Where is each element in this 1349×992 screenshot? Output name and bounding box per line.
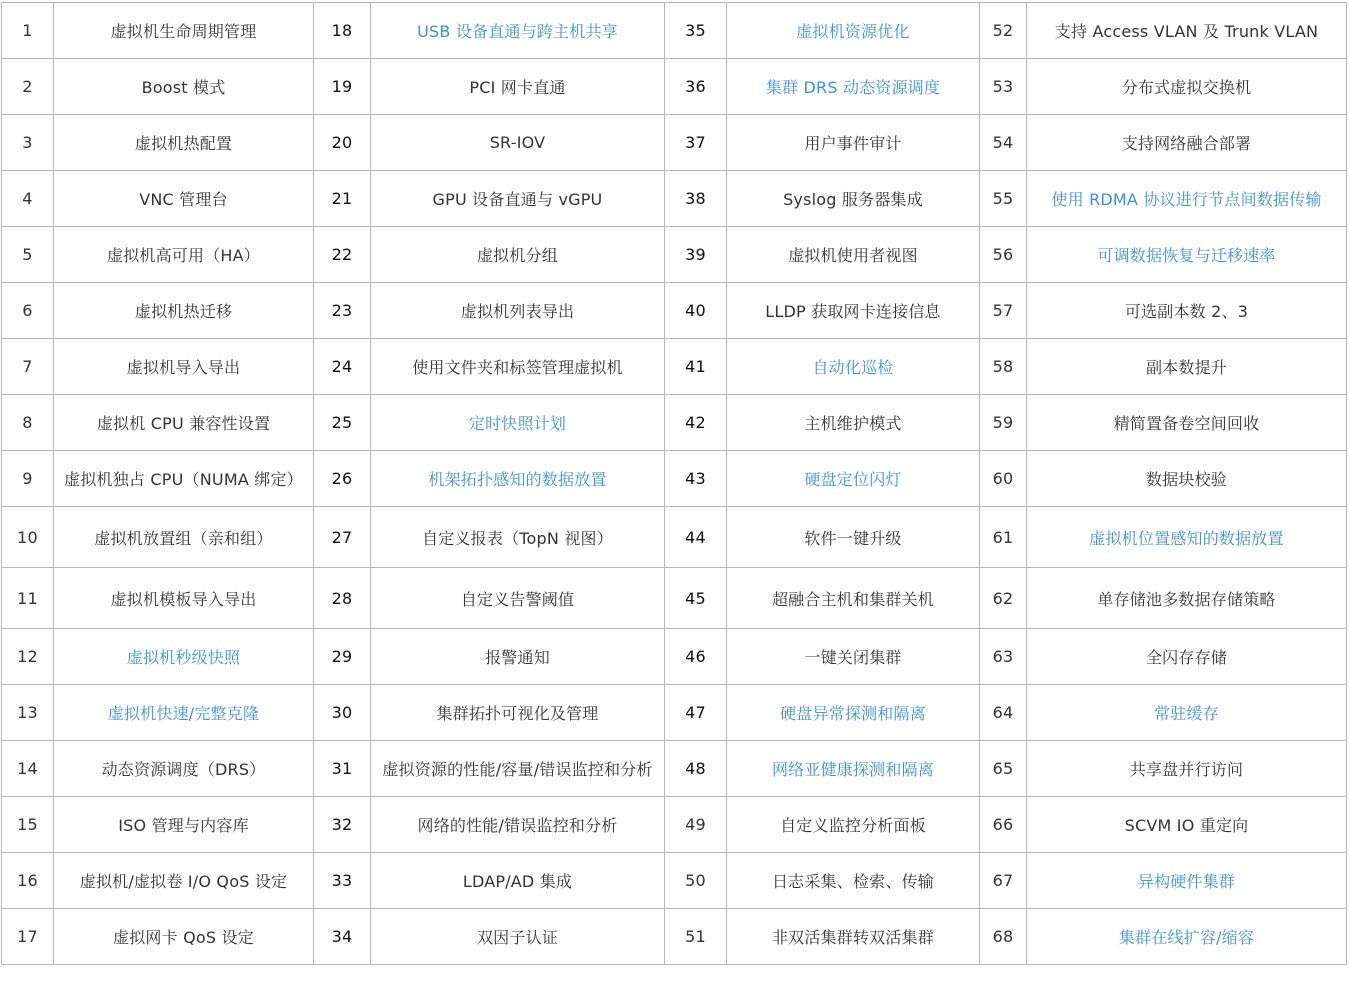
feature-name: LDAP/AD 集成 (371, 853, 665, 909)
feature-number: 12 (2, 629, 54, 685)
feature-name: 虚拟机/虚拟卷 I/O QoS 设定 (54, 853, 314, 909)
feature-name: 精简置备卷空间回收 (1027, 395, 1347, 451)
feature-name: Syslog 服务器集成 (727, 171, 980, 227)
table-row (2, 685, 1347, 741)
feature-name: 虚拟机热迁移 (54, 283, 314, 339)
feature-number: 5 (2, 227, 54, 283)
feature-name: 非双活集群转双活集群 (727, 909, 980, 965)
feature-number: 56 (980, 227, 1027, 283)
feature-name-highlighted: 集群 DRS 动态资源调度 (727, 59, 980, 115)
feature-number: 14 (2, 741, 54, 797)
table-row (2, 629, 1347, 685)
feature-number: 67 (980, 853, 1027, 909)
feature-number: 43 (665, 451, 727, 507)
feature-name: 日志采集、检索、传输 (727, 853, 980, 909)
feature-number: 4 (2, 171, 54, 227)
feature-number: 7 (2, 339, 54, 395)
feature-number: 46 (665, 629, 727, 685)
feature-name: 虚拟网卡 QoS 设定 (54, 909, 314, 965)
feature-name: Boost 模式 (54, 59, 314, 115)
feature-number: 25 (314, 395, 371, 451)
feature-name: 虚拟机放置组（亲和组） (54, 507, 314, 568)
feature-number: 30 (314, 685, 371, 741)
feature-number: 49 (665, 797, 727, 853)
feature-number: 19 (314, 59, 371, 115)
feature-name: 网络的性能/错误监控和分析 (371, 797, 665, 853)
feature-name: 副本数提升 (1027, 339, 1347, 395)
feature-number: 66 (980, 797, 1027, 853)
feature-name-highlighted: 集群在线扩容/缩容 (1027, 909, 1347, 965)
feature-name: 自定义告警阈值 (371, 568, 665, 629)
table-row (2, 909, 1347, 965)
feature-number: 45 (665, 568, 727, 629)
feature-number: 31 (314, 741, 371, 797)
feature-name: SCVM IO 重定向 (1027, 797, 1347, 853)
feature-name: 虚拟机列表导出 (371, 283, 665, 339)
feature-name: 虚拟机生命周期管理 (54, 3, 314, 59)
feature-number: 11 (2, 568, 54, 629)
feature-name-highlighted: 常驻缓存 (1027, 685, 1347, 741)
feature-name-highlighted: 机架拓扑感知的数据放置 (371, 451, 665, 507)
feature-name-highlighted: 虚拟机位置感知的数据放置 (1027, 507, 1347, 568)
feature-number: 41 (665, 339, 727, 395)
feature-number: 40 (665, 283, 727, 339)
feature-number: 51 (665, 909, 727, 965)
feature-number: 23 (314, 283, 371, 339)
feature-name: 虚拟资源的性能/容量/错误监控和分析 (371, 741, 665, 797)
feature-number: 60 (980, 451, 1027, 507)
feature-name: 数据块校验 (1027, 451, 1347, 507)
feature-name-highlighted: 异构硬件集群 (1027, 853, 1347, 909)
feature-name: 自定义监控分析面板 (727, 797, 980, 853)
table-row (2, 568, 1347, 629)
feature-name: 虚拟机独占 CPU（NUMA 绑定） (54, 451, 314, 507)
table-row (2, 339, 1347, 395)
feature-number: 1 (2, 3, 54, 59)
feature-name-highlighted: 自动化巡检 (727, 339, 980, 395)
feature-name: 单存储池多数据存储策略 (1027, 568, 1347, 629)
feature-number: 26 (314, 451, 371, 507)
feature-number: 52 (980, 3, 1027, 59)
feature-table-body (2, 3, 1347, 965)
feature-number: 57 (980, 283, 1027, 339)
feature-name-highlighted: USB 设备直通与跨主机共享 (371, 3, 665, 59)
feature-number: 63 (980, 629, 1027, 685)
feature-number: 8 (2, 395, 54, 451)
feature-name: 分布式虚拟交换机 (1027, 59, 1347, 115)
feature-name: 虚拟机高可用（HA） (54, 227, 314, 283)
feature-number: 17 (2, 909, 54, 965)
table-row (2, 227, 1347, 283)
table-row (2, 283, 1347, 339)
feature-name: 一键关闭集群 (727, 629, 980, 685)
feature-name-highlighted: 定时快照计划 (371, 395, 665, 451)
feature-name: 全闪存存储 (1027, 629, 1347, 685)
feature-number: 16 (2, 853, 54, 909)
feature-name: LLDP 获取网卡连接信息 (727, 283, 980, 339)
feature-number: 34 (314, 909, 371, 965)
feature-name: 报警通知 (371, 629, 665, 685)
feature-name: 虚拟机热配置 (54, 115, 314, 171)
feature-number: 15 (2, 797, 54, 853)
feature-number: 53 (980, 59, 1027, 115)
feature-number: 22 (314, 227, 371, 283)
table-row (2, 115, 1347, 171)
feature-name-highlighted: 硬盘定位闪灯 (727, 451, 980, 507)
feature-number: 33 (314, 853, 371, 909)
feature-name: 用户事件审计 (727, 115, 980, 171)
feature-name: 虚拟机分组 (371, 227, 665, 283)
feature-name: PCI 网卡直通 (371, 59, 665, 115)
feature-name: 集群拓扑可视化及管理 (371, 685, 665, 741)
feature-name-highlighted: 硬盘异常探测和隔离 (727, 685, 980, 741)
feature-name: 双因子认证 (371, 909, 665, 965)
feature-number: 9 (2, 451, 54, 507)
feature-name: 主机维护模式 (727, 395, 980, 451)
feature-name: SR-IOV (371, 115, 665, 171)
feature-name: 软件一键升级 (727, 507, 980, 568)
feature-number: 36 (665, 59, 727, 115)
feature-name: 超融合主机和集群关机 (727, 568, 980, 629)
feature-number: 27 (314, 507, 371, 568)
feature-number: 55 (980, 171, 1027, 227)
feature-name-highlighted: 可调数据恢复与迁移速率 (1027, 227, 1347, 283)
feature-number: 32 (314, 797, 371, 853)
feature-number: 20 (314, 115, 371, 171)
feature-number: 28 (314, 568, 371, 629)
feature-number: 39 (665, 227, 727, 283)
feature-name: 虚拟机模板导入导出 (54, 568, 314, 629)
feature-number: 10 (2, 507, 54, 568)
feature-number: 44 (665, 507, 727, 568)
feature-name: 动态资源调度（DRS） (54, 741, 314, 797)
feature-number: 38 (665, 171, 727, 227)
feature-number: 18 (314, 3, 371, 59)
feature-number: 6 (2, 283, 54, 339)
feature-number: 54 (980, 115, 1027, 171)
feature-number: 61 (980, 507, 1027, 568)
feature-name: 虚拟机 CPU 兼容性设置 (54, 395, 314, 451)
feature-name: 共享盘并行访问 (1027, 741, 1347, 797)
feature-number: 64 (980, 685, 1027, 741)
feature-number: 68 (980, 909, 1027, 965)
feature-name: 使用文件夹和标签管理虚拟机 (371, 339, 665, 395)
feature-number: 2 (2, 59, 54, 115)
feature-number: 37 (665, 115, 727, 171)
feature-number: 24 (314, 339, 371, 395)
feature-name: 虚拟机导入导出 (54, 339, 314, 395)
feature-name: GPU 设备直通与 vGPU (371, 171, 665, 227)
table-row (2, 171, 1347, 227)
feature-table (1, 2, 1347, 965)
feature-number: 3 (2, 115, 54, 171)
feature-number: 29 (314, 629, 371, 685)
feature-name: 可选副本数 2、3 (1027, 283, 1347, 339)
table-row (2, 59, 1347, 115)
feature-number: 58 (980, 339, 1027, 395)
table-row (2, 507, 1347, 568)
feature-number: 47 (665, 685, 727, 741)
feature-name: 虚拟机使用者视图 (727, 227, 980, 283)
feature-name-highlighted: 虚拟机秒级快照 (54, 629, 314, 685)
feature-name: 支持网络融合部署 (1027, 115, 1347, 171)
table-row (2, 3, 1347, 59)
table-row (2, 451, 1347, 507)
feature-number: 13 (2, 685, 54, 741)
feature-number: 42 (665, 395, 727, 451)
feature-name-highlighted: 网络亚健康探测和隔离 (727, 741, 980, 797)
feature-number: 50 (665, 853, 727, 909)
table-row (2, 853, 1347, 909)
feature-name: 自定义报表（TopN 视图） (371, 507, 665, 568)
table-row (2, 741, 1347, 797)
feature-name-highlighted: 使用 RDMA 协议进行节点间数据传输 (1027, 171, 1347, 227)
feature-number: 59 (980, 395, 1027, 451)
feature-name-highlighted: 虚拟机资源优化 (727, 3, 980, 59)
feature-name: VNC 管理台 (54, 171, 314, 227)
feature-number: 65 (980, 741, 1027, 797)
table-row (2, 797, 1347, 853)
feature-name: ISO 管理与内容库 (54, 797, 314, 853)
feature-number: 48 (665, 741, 727, 797)
feature-name: 支持 Access VLAN 及 Trunk VLAN (1027, 3, 1347, 59)
feature-number: 62 (980, 568, 1027, 629)
feature-number: 21 (314, 171, 371, 227)
table-row (2, 395, 1347, 451)
feature-number: 35 (665, 3, 727, 59)
feature-name-highlighted: 虚拟机快速/完整克隆 (54, 685, 314, 741)
